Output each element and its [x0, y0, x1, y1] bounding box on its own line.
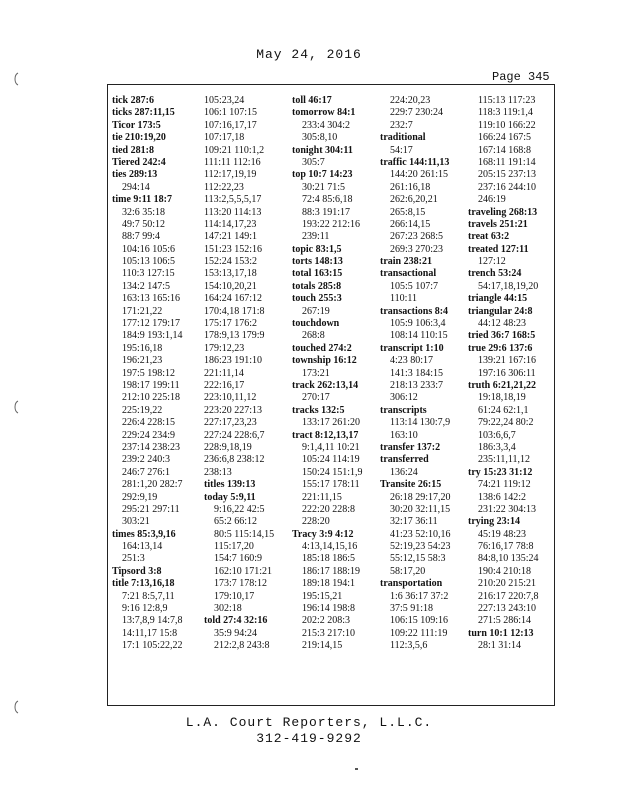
- index-reference: 261:16,18: [390, 181, 431, 193]
- index-term: times 85:3,9,16: [112, 528, 176, 540]
- index-term: totals 285:8: [292, 280, 342, 292]
- index-reference: 221:11,15: [302, 491, 342, 503]
- index-term: toll 46:17: [292, 95, 332, 106]
- index-reference: 267:23 268:5: [390, 231, 444, 243]
- index-reference: 26:18 29:17,20: [390, 491, 451, 503]
- index-term: truth 6:21,21,22: [468, 379, 537, 391]
- index-term: tracks 132:5: [292, 404, 345, 416]
- index-reference: 4:13,14,15,16: [302, 541, 358, 553]
- index-reference: 114:14,17,23: [204, 218, 257, 230]
- index-reference: 303:21: [122, 516, 150, 528]
- index-reference: 232:7: [390, 119, 413, 131]
- index-reference: 79:22,24 80:2: [478, 417, 534, 429]
- index-reference: 9:16,22 42:5: [214, 503, 265, 515]
- index-reference: 237:14 238:23: [122, 441, 181, 453]
- index-reference: 227:13 243:10: [478, 603, 537, 615]
- index-reference: 265:8,15: [390, 206, 426, 218]
- index-reference: 105:23,24: [204, 95, 245, 106]
- index-reference: 44:12 48:23: [478, 318, 527, 330]
- index-reference: 7:21 8:5,7,11: [122, 590, 175, 602]
- index-reference: 269:3 270:23: [390, 243, 444, 255]
- index-reference: 302:18: [214, 603, 242, 615]
- index-reference: 133:17 261:20: [302, 417, 361, 429]
- index-reference: 76:16,17 78:8: [478, 541, 534, 553]
- index-term: time 9:11 18:7: [112, 194, 172, 206]
- index-reference: 107:17,18: [204, 132, 245, 144]
- index-reference: 138:6 142:2: [478, 491, 527, 503]
- index-reference: 239:11: [302, 231, 330, 243]
- index-reference: 103:6,6,7: [478, 429, 516, 441]
- index-reference: 170:4,18 171:8: [204, 305, 265, 317]
- index-reference: 119:10 166:22: [478, 119, 536, 131]
- index-reference: 61:24 62:1,1: [478, 404, 529, 416]
- index-reference: 112:22,23: [204, 181, 244, 193]
- index-reference: 54:17,18,19,20: [478, 280, 539, 292]
- index-term: trench 53:24: [468, 268, 522, 280]
- index-reference: 246:7 276:1: [122, 466, 171, 478]
- index-reference: 105:9 106:3,4: [390, 318, 446, 330]
- index-term: tick 287:6: [112, 95, 154, 106]
- index-reference: 186:17 188:19: [302, 565, 361, 577]
- index-term: ties 289:13: [112, 169, 158, 181]
- index-reference: 227:24 228:6,7: [204, 429, 265, 441]
- index-reference: 30:20 32:11,15: [390, 503, 451, 515]
- index-term: topic 83:1,5: [292, 243, 342, 255]
- index-reference: 111:11 112:16: [204, 156, 261, 168]
- index-reference: 105:24 114:19: [302, 454, 360, 466]
- index-reference: 216:17 220:7,8: [478, 590, 539, 602]
- index-term: title 7:13,16,18: [112, 578, 175, 590]
- index-reference: 49:7 50:12: [122, 218, 166, 230]
- page-number: Page 345: [492, 70, 550, 84]
- index-reference: 164:13,14: [122, 541, 163, 553]
- index-reference: 295:21 297:11: [122, 503, 180, 515]
- index-term: touchdown: [292, 318, 340, 330]
- index-reference: 239:2 240:3: [122, 454, 171, 466]
- index-reference: 189:18 194:1: [302, 578, 356, 590]
- index-reference: 110:11: [390, 293, 418, 305]
- index-reference: 222:20 228:8: [302, 503, 356, 515]
- index-reference: 17:1 105:22,22: [122, 640, 183, 652]
- hole-punch-mark: [12, 700, 20, 714]
- index-reference: 219:14,15: [302, 640, 343, 652]
- index-reference: 267:19: [302, 305, 330, 317]
- index-reference: 198:17 199:11: [122, 379, 180, 391]
- index-reference: 134:2 147:5: [122, 280, 171, 292]
- index-term: transfer 137:2: [380, 441, 441, 453]
- index-reference: 147:21 149:1: [204, 231, 258, 243]
- index-reference: 212:10 225:18: [122, 392, 181, 404]
- index-reference: 266:14,15: [390, 218, 431, 230]
- index-reference: 223:20 227:13: [204, 404, 263, 416]
- index-reference: 270:17: [302, 392, 330, 404]
- index-reference: 152:24 153:2: [204, 256, 258, 268]
- index-reference: 105:5 107:7: [390, 280, 439, 292]
- index-reference: 41:23 52:10,16: [390, 528, 451, 540]
- index-reference: 110:3 127:15: [122, 268, 175, 280]
- index-term: Tiered 242:4: [112, 156, 166, 168]
- index-reference: 196:21,23: [122, 355, 163, 367]
- index-reference: 229:7 230:24: [390, 107, 444, 119]
- index-term: transferred: [380, 454, 429, 466]
- index-column-1: [112, 95, 200, 653]
- index-term: true 29:6 137:6: [468, 342, 533, 354]
- index-reference: 168:11 191:14: [478, 156, 536, 168]
- index-term: tomorrow 84:1: [292, 107, 356, 119]
- index-term: trying 23:14: [468, 516, 520, 528]
- index-term: total 163:15: [292, 268, 343, 280]
- index-reference: 195:16,18: [122, 342, 163, 354]
- index-reference: 109:21 110:1,2: [204, 144, 265, 156]
- index-reference: 118:3 119:1,4: [478, 107, 533, 119]
- footer-company: L.A. Court Reporters, L.L.C.: [185, 715, 433, 730]
- index-reference: 221:11,14: [204, 367, 244, 379]
- index-reference: 193:22 212:16: [302, 218, 361, 230]
- index-reference: 113:14 130:7,9: [390, 417, 451, 429]
- index-reference: 14:11,17 15:8: [122, 627, 178, 639]
- index-reference: 177:12 179:17: [122, 318, 181, 330]
- index-reference: 305:7: [302, 156, 325, 168]
- index-reference: 178:9,13 179:9: [204, 330, 265, 342]
- index-reference: 88:3 191:17: [302, 206, 351, 218]
- index-reference: 225:19,22: [122, 404, 163, 416]
- index-reference: 218:13 233:7: [390, 379, 444, 391]
- index-column-5: [468, 95, 556, 653]
- index-reference: 151:23 152:16: [204, 243, 263, 255]
- index-term: touched 274:2: [292, 342, 352, 354]
- index-reference: 202:2 208:3: [302, 615, 351, 627]
- index-reference: 205:15 237:13: [478, 169, 537, 181]
- index-reference: 305:8,10: [302, 132, 338, 144]
- index-term: transcript 1:10: [380, 342, 444, 354]
- index-reference: 144:20 261:15: [390, 169, 449, 181]
- index-reference: 108:14 110:15: [390, 330, 448, 342]
- index-term: traveling 268:13: [468, 206, 538, 218]
- index-reference: 54:17: [390, 144, 413, 156]
- index-reference: 271:5 286:14: [478, 615, 532, 627]
- index-reference: 227:17,23,23: [204, 417, 257, 429]
- index-reference: 186:3,3,4: [478, 441, 516, 453]
- index-term: try 15:23 31:12: [468, 466, 533, 478]
- index-reference: 251:3: [122, 553, 145, 565]
- index-reference: 246:19: [478, 194, 506, 206]
- index-term: today 5:9,11: [204, 491, 256, 503]
- footer-phone: 312-419-9292: [256, 731, 362, 746]
- index-reference: 13:7,8,9 14:7,8: [122, 615, 183, 627]
- index-reference: 226:4 228:15: [122, 417, 176, 429]
- index-reference: 127:12: [478, 256, 506, 268]
- index-reference: 173:21: [302, 367, 330, 379]
- index-reference: 281:1,20 282:7: [122, 479, 183, 491]
- index-term: turn 10:1 12:13: [468, 627, 534, 639]
- index-reference: 212:2,8 243:8: [214, 640, 270, 652]
- index-reference: 32:6 35:18: [122, 206, 166, 218]
- index-term: transcripts: [380, 404, 427, 416]
- index-term: Ticor 173:5: [112, 119, 161, 131]
- index-reference: 162:10 171:21: [214, 565, 273, 577]
- index-reference: 236:6,8 238:12: [204, 454, 265, 466]
- index-reference: 235:11,11,12: [478, 454, 531, 466]
- index-reference: 197:5 198:12: [122, 367, 176, 379]
- index-reference: 294:14: [122, 181, 150, 193]
- index-reference: 88:7 99:4: [122, 231, 161, 243]
- index-term: traditional: [380, 132, 426, 144]
- index-term: tonight 304:11: [292, 144, 353, 156]
- index-reference: 222:16,17: [204, 379, 245, 391]
- index-term: transactions 8:4: [380, 305, 449, 317]
- index-reference: 173:7 178:12: [214, 578, 268, 590]
- index-reference: 175:17 176:2: [204, 318, 258, 330]
- index-reference: 9:1,4,11 10:21: [302, 441, 360, 453]
- index-term: track 262:13,14: [292, 379, 359, 391]
- index-reference: 115:13 117:23: [478, 95, 536, 106]
- index-reference: 233:4 304:2: [302, 119, 351, 131]
- index-reference: 153:13,17,18: [204, 268, 257, 280]
- index-reference: 136:24: [390, 466, 418, 478]
- index-reference: 195:15,21: [302, 590, 343, 602]
- index-reference: 141:3 184:15: [390, 367, 444, 379]
- index-column-3: [292, 95, 380, 653]
- index-reference: 223:10,11,12: [204, 392, 257, 404]
- index-reference: 55:12,15 58:3: [390, 553, 446, 565]
- index-reference: 292:9,19: [122, 491, 158, 503]
- index-reference: 32:17 36:11: [390, 516, 438, 528]
- index-reference: 28:1 31:14: [478, 640, 522, 652]
- index-term: titles 139:13: [204, 479, 256, 491]
- index-term: Tracy 3:9 4:12: [292, 528, 354, 540]
- index-term: triangular 24:8: [468, 305, 533, 317]
- index-reference: 231:22 304:13: [478, 503, 537, 515]
- index-column-2: [204, 95, 292, 653]
- index-term: transactional: [380, 268, 437, 280]
- scan-speck: [355, 768, 358, 770]
- index-reference: 65:2 66:12: [214, 516, 258, 528]
- index-reference: 154:7 160:9: [214, 553, 263, 565]
- index-reference: 166:24 167:5: [478, 132, 532, 144]
- index-reference: 164:24 167:12: [204, 293, 263, 305]
- index-reference: 106:15 109:16: [390, 615, 449, 627]
- index-term: ticks 287:11,15: [112, 107, 175, 119]
- index-term: Tipsord 3:8: [112, 565, 162, 577]
- index-reference: 105:13 106:5: [122, 256, 176, 268]
- index-term: traffic 144:11,13: [380, 156, 450, 168]
- index-reference: 224:20,23: [390, 95, 431, 106]
- index-term: treated 127:11: [468, 243, 529, 255]
- index-reference: 113:2,5,5,5,17: [204, 194, 262, 206]
- index-reference: 1:6 36:17 37:2: [390, 590, 449, 602]
- index-reference: 228:20: [302, 516, 330, 528]
- index-reference: 4:23 80:17: [390, 355, 434, 367]
- index-term: Transite 26:15: [380, 479, 442, 491]
- index-reference: 72:4 85:6,18: [302, 194, 353, 206]
- index-reference: 150:24 151:1,9: [302, 466, 363, 478]
- index-term: torts 148:13: [292, 256, 343, 268]
- index-reference: 229:24 234:9: [122, 429, 176, 441]
- index-reference: 262:6,20,21: [390, 194, 438, 206]
- index-reference: 155:17 178:11: [302, 479, 360, 491]
- index-reference: 37:5 91:18: [390, 603, 434, 615]
- index-reference: 268:8: [302, 330, 325, 342]
- index-term: travels 251:21: [468, 218, 528, 230]
- index-reference: 196:14 198:8: [302, 603, 356, 615]
- index-reference: 179:12,23: [204, 342, 245, 354]
- index-reference: 167:14 168:8: [478, 144, 532, 156]
- index-reference: 45:19 48:23: [478, 528, 527, 540]
- index-term: told 27:4 32:16: [204, 615, 268, 627]
- index-reference: 190:4 210:18: [478, 565, 532, 577]
- index-term: tract 8:12,13,17: [292, 429, 359, 441]
- index-reference: 84:8,10 135:24: [478, 553, 539, 565]
- index-reference: 19:18,18,19: [478, 392, 526, 404]
- index-reference: 112:17,19,19: [204, 169, 257, 181]
- index-reference: 215:3 217:10: [302, 627, 356, 639]
- index-term: transportation: [380, 578, 443, 590]
- index-reference: 58:17,20: [390, 565, 426, 577]
- index-term: touch 255:3: [292, 293, 342, 305]
- index-reference: 104:16 105:6: [122, 243, 176, 255]
- index-reference: 185:18 186:5: [302, 553, 356, 565]
- index-reference: 109:22 111:19: [390, 627, 448, 639]
- index-reference: 184:9 193:1,14: [122, 330, 183, 342]
- index-reference: 163:13 165:16: [122, 293, 181, 305]
- index-term: train 238:21: [380, 256, 432, 268]
- index-reference: 186:23 191:10: [204, 355, 263, 367]
- index-reference: 107:16,17,17: [204, 119, 257, 131]
- index-reference: 237:16 244:10: [478, 181, 537, 193]
- hole-punch-mark: [12, 72, 20, 86]
- index-reference: 163:10: [390, 429, 418, 441]
- index-reference: 35:9 94:24: [214, 627, 258, 639]
- index-reference: 197:16 306:11: [478, 367, 536, 379]
- index-reference: 210:20 215:21: [478, 578, 537, 590]
- index-reference: 52:19,23 54:23: [390, 541, 451, 553]
- index-reference: 115:17,20: [214, 541, 254, 553]
- index-reference: 154:10,20,21: [204, 280, 257, 292]
- index-term: tie 210:19,20: [112, 132, 166, 144]
- index-reference: 306:12: [390, 392, 418, 404]
- index-reference: 171:21,22: [122, 305, 163, 317]
- index-term: tied 281:8: [112, 144, 154, 156]
- index-reference: 106:1 107:15: [204, 107, 258, 119]
- index-reference: 9:16 12:8,9: [122, 603, 168, 615]
- index-reference: 74:21 119:12: [478, 479, 531, 491]
- index-reference: 179:10,17: [214, 590, 255, 602]
- index-reference: 228:9,18,19: [204, 441, 252, 453]
- index-term: tried 36:7 168:5: [468, 330, 536, 342]
- index-column-4: [380, 95, 468, 653]
- hole-punch-mark: [12, 400, 20, 414]
- index-term: top 10:7 14:23: [292, 169, 353, 181]
- index-term: township 16:12: [292, 355, 357, 367]
- index-reference: 80:5 115:14,15: [214, 528, 275, 540]
- index-reference: 238:13: [204, 466, 232, 478]
- header-date: May 24, 2016: [256, 47, 362, 62]
- index-reference: 139:21 167:16: [478, 355, 537, 367]
- index-reference: 113:20 114:13: [204, 206, 262, 218]
- index-reference: 30:21 71:5: [302, 181, 346, 193]
- index-reference: 112:3,5,6: [390, 640, 428, 652]
- index-term: treat 63:2: [468, 231, 510, 243]
- index-term: triangle 44:15: [468, 293, 528, 305]
